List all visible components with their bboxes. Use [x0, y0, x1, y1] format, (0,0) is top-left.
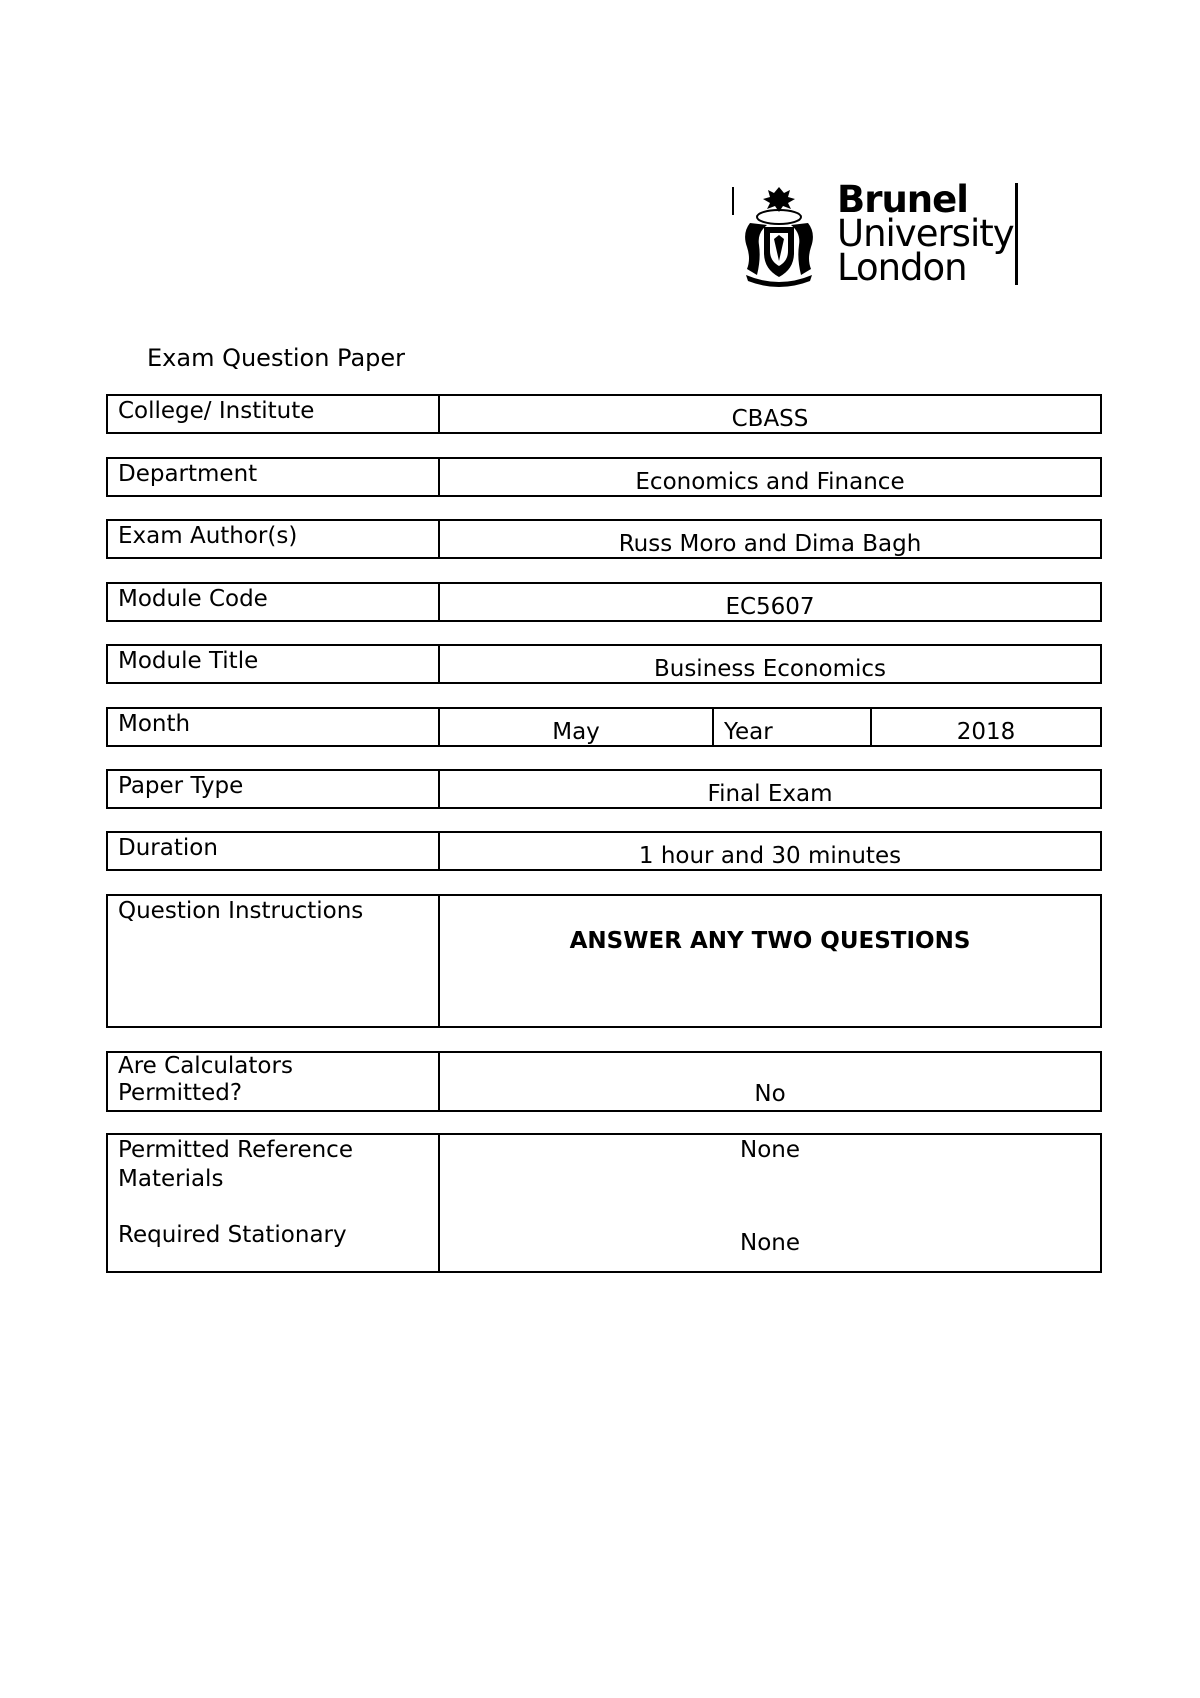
logo-divider-right — [1015, 183, 1018, 285]
college-value: CBASS — [731, 406, 809, 432]
department-value-cell — [440, 459, 1100, 495]
module-code-value-cell — [440, 584, 1100, 620]
paper-type-value-cell — [440, 771, 1100, 807]
instructions-label: Question Instructions — [108, 896, 440, 1026]
calculators-label — [108, 1053, 440, 1110]
instructions-value: ANSWER ANY TWO QUESTIONS — [569, 928, 971, 954]
reference-label — [118, 1136, 353, 1194]
reference-stationary-label-cell — [108, 1135, 440, 1271]
year-label-cell — [714, 709, 872, 745]
document-title: Exam Question Paper — [147, 344, 406, 372]
row-paper-type — [106, 769, 1102, 809]
calculators-value-cell — [440, 1053, 1100, 1110]
row-college — [106, 394, 1102, 434]
row-module-title — [106, 644, 1102, 684]
module-title-value: Business Economics — [653, 656, 887, 682]
row-month-year — [106, 707, 1102, 747]
year-label: Year — [724, 719, 773, 745]
duration-value-cell — [440, 833, 1100, 869]
authors-value-cell — [440, 521, 1100, 557]
module-code-value: EC5607 — [725, 594, 815, 620]
row-department — [106, 457, 1102, 497]
logo-text-university: University — [837, 212, 1014, 255]
reference-label-line1: Permitted Reference — [118, 1137, 353, 1163]
row-authors — [106, 519, 1102, 559]
department-label: Department — [108, 459, 440, 495]
row-calculators — [106, 1051, 1102, 1112]
duration-label: Duration — [108, 833, 440, 869]
department-value: Economics and Finance — [635, 469, 905, 495]
reference-value: None — [739, 1137, 800, 1163]
reference-stationary-value-cell — [440, 1135, 1100, 1271]
logo-text-brunel: Brunel — [837, 178, 968, 221]
authors-label: Exam Author(s) — [108, 521, 440, 557]
month-value: May — [552, 719, 600, 745]
paper-type-value: Final Exam — [707, 781, 833, 807]
module-code-label: Module Code — [108, 584, 440, 620]
paper-type-label: Paper Type — [108, 771, 440, 807]
row-instructions — [106, 894, 1102, 1028]
brunel-university-logo — [730, 178, 1030, 291]
duration-value: 1 hour and 30 minutes — [638, 843, 902, 869]
reference-label-line2: Materials — [118, 1166, 224, 1192]
calculators-label-line2: Permitted? — [118, 1080, 243, 1106]
logo-divider-left — [732, 187, 734, 215]
stationary-label: Required Stationary — [118, 1222, 347, 1248]
authors-value: Russ Moro and Dima Bagh — [618, 531, 922, 557]
month-year-value-cell — [440, 709, 1100, 745]
logo-wordmark — [837, 178, 1014, 289]
coat-of-arms-crest — [740, 183, 818, 287]
instructions-value-cell — [440, 896, 1100, 1026]
calculators-value: No — [754, 1081, 786, 1107]
logo-text-london: London — [837, 246, 967, 289]
row-module-code — [106, 582, 1102, 622]
calculators-label-line1: Are Calculators — [118, 1053, 293, 1079]
month-label: Month — [108, 709, 440, 745]
year-value: 2018 — [956, 719, 1016, 745]
month-value-cell — [440, 709, 714, 745]
row-reference-stationary — [106, 1133, 1102, 1273]
module-title-value-cell — [440, 646, 1100, 682]
college-value-cell — [440, 396, 1100, 432]
college-label: College/ Institute — [108, 396, 440, 432]
module-title-label: Module Title — [108, 646, 440, 682]
stationary-value: None — [739, 1230, 800, 1256]
row-duration — [106, 831, 1102, 871]
year-value-cell — [872, 709, 1100, 745]
